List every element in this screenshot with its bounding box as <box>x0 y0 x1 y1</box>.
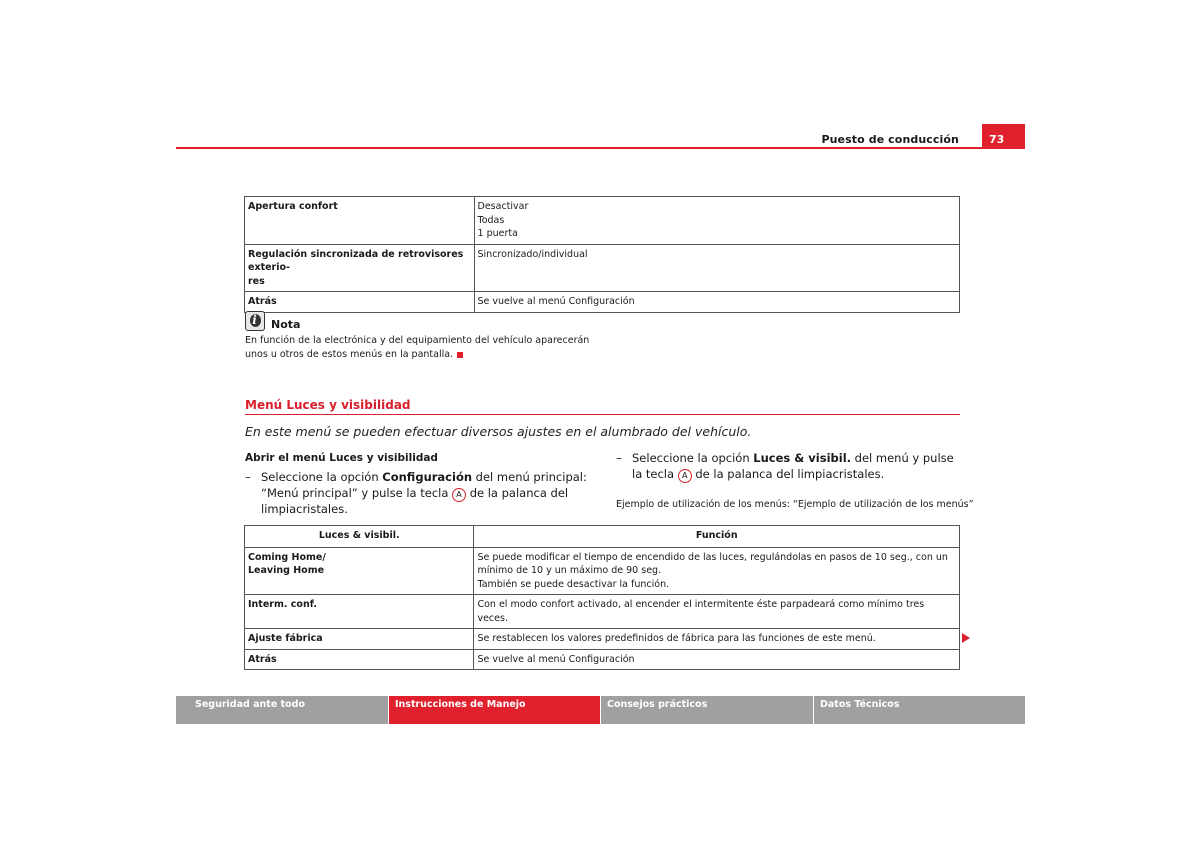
value-line: También se puede desactivar la función. <box>477 578 670 590</box>
row-label <box>245 244 475 292</box>
value-line: Se puede modificar el tiempo de encendido de las luces, regulándolas en pasos de 10 seg., con un mínimo de 10 y un máximo de 90 seg. <box>477 551 948 576</box>
step-text <box>261 470 590 517</box>
cross-reference: Ejemplo de utilización de los menús: “Ejemplo de utilización de los menús” <box>616 499 974 510</box>
label-line: res <box>248 275 265 287</box>
row-values: Con el modo confort activado, al encender el intermitente éste parpadeará como mínimo tres veces. <box>474 595 960 629</box>
step-text-post: de la palanca del limpiacristales. <box>261 485 569 516</box>
footer-tab-datos[interactable]: Datos Técnicos <box>814 696 1025 724</box>
section-lead: En este menú se pueden efectuar diversos ajustes en el alumbrado del vehículo. <box>245 424 752 439</box>
footer-tab-seguridad[interactable]: Seguridad ante todo <box>176 696 388 724</box>
page-header-title: Puesto de conducción <box>821 133 959 146</box>
note-title: Nota <box>271 318 301 331</box>
key-a-icon: A <box>452 488 466 502</box>
row-values: Se vuelve al menú Configuración <box>474 292 959 313</box>
step-text-post: de la palanca del limpiacristales. <box>691 466 885 481</box>
row-values <box>474 197 959 245</box>
procedure-heading: Abrir el menú Luces y visibilidad <box>245 452 438 464</box>
procedure-step <box>616 451 966 483</box>
step-text-pre: Seleccione la opción <box>261 470 383 484</box>
table-row <box>245 547 960 595</box>
value-line: Desactivar <box>477 201 529 212</box>
row-label: Interm. conf. <box>245 595 474 629</box>
row-values: Se restablecen los valores predefinidos de fábrica para las funciones de este menú. <box>474 629 960 650</box>
table-row <box>245 629 960 650</box>
step-text-mid: del menú y pulse la tecla <box>632 451 954 481</box>
table-row <box>245 292 960 313</box>
key-a-icon: A <box>678 469 692 483</box>
step-option: Luces & visibil. <box>753 451 852 465</box>
value-line: Todas <box>477 214 505 226</box>
continue-arrow-icon <box>962 633 970 643</box>
label-line: Regulación sincronizada de retrovisores exterio- <box>248 248 464 273</box>
page-number: 73 <box>982 124 1025 148</box>
table-row <box>245 244 960 292</box>
end-marker-icon <box>457 352 463 358</box>
step-text-mid: del menú principal: “Menú principal” y pulse la tecla <box>261 470 587 500</box>
section-rule <box>245 414 960 415</box>
lights-visibility-table <box>244 525 960 670</box>
step-option: Configuración <box>382 470 473 484</box>
column-header: Función <box>474 526 960 548</box>
footer-tab-instrucciones[interactable]: Instrucciones de Manejo <box>389 696 600 724</box>
label-line: Leaving Home <box>248 565 325 576</box>
table-row <box>245 595 960 629</box>
row-label: Apertura confort <box>245 197 475 245</box>
step-dash: – <box>245 470 251 484</box>
row-label: Ajuste fábrica <box>245 629 474 650</box>
label-line: Coming Home/ <box>248 551 326 563</box>
column-header: Luces & visibil. <box>245 526 474 548</box>
note-body: En función de la electrónica y del equipamiento del vehículo aparecerán unos u otros de estos menús en la pantalla. <box>245 335 590 360</box>
procedure-step <box>245 470 590 517</box>
row-label: Atrás <box>245 649 474 670</box>
table-row <box>245 197 960 245</box>
row-values: Sincronizado/individual <box>474 244 959 292</box>
section-title: Menú Luces y visibilidad <box>245 398 411 412</box>
footer-tab-consejos[interactable]: Consejos prácticos <box>601 696 813 724</box>
step-dash: – <box>616 451 622 465</box>
step-text <box>632 451 966 483</box>
value-line: 1 puerta <box>477 228 518 239</box>
step-text-pre: Seleccione la opción <box>632 451 754 465</box>
info-icon: i <box>245 311 265 331</box>
header-rule <box>176 147 1025 149</box>
table-header-row <box>245 526 960 548</box>
row-values: Se vuelve al menú Configuración <box>474 649 960 670</box>
row-label <box>245 547 474 595</box>
row-label: Atrás <box>245 292 475 313</box>
note-text <box>245 334 605 362</box>
row-values <box>474 547 960 595</box>
table-row <box>245 649 960 670</box>
settings-table-top <box>244 196 960 313</box>
